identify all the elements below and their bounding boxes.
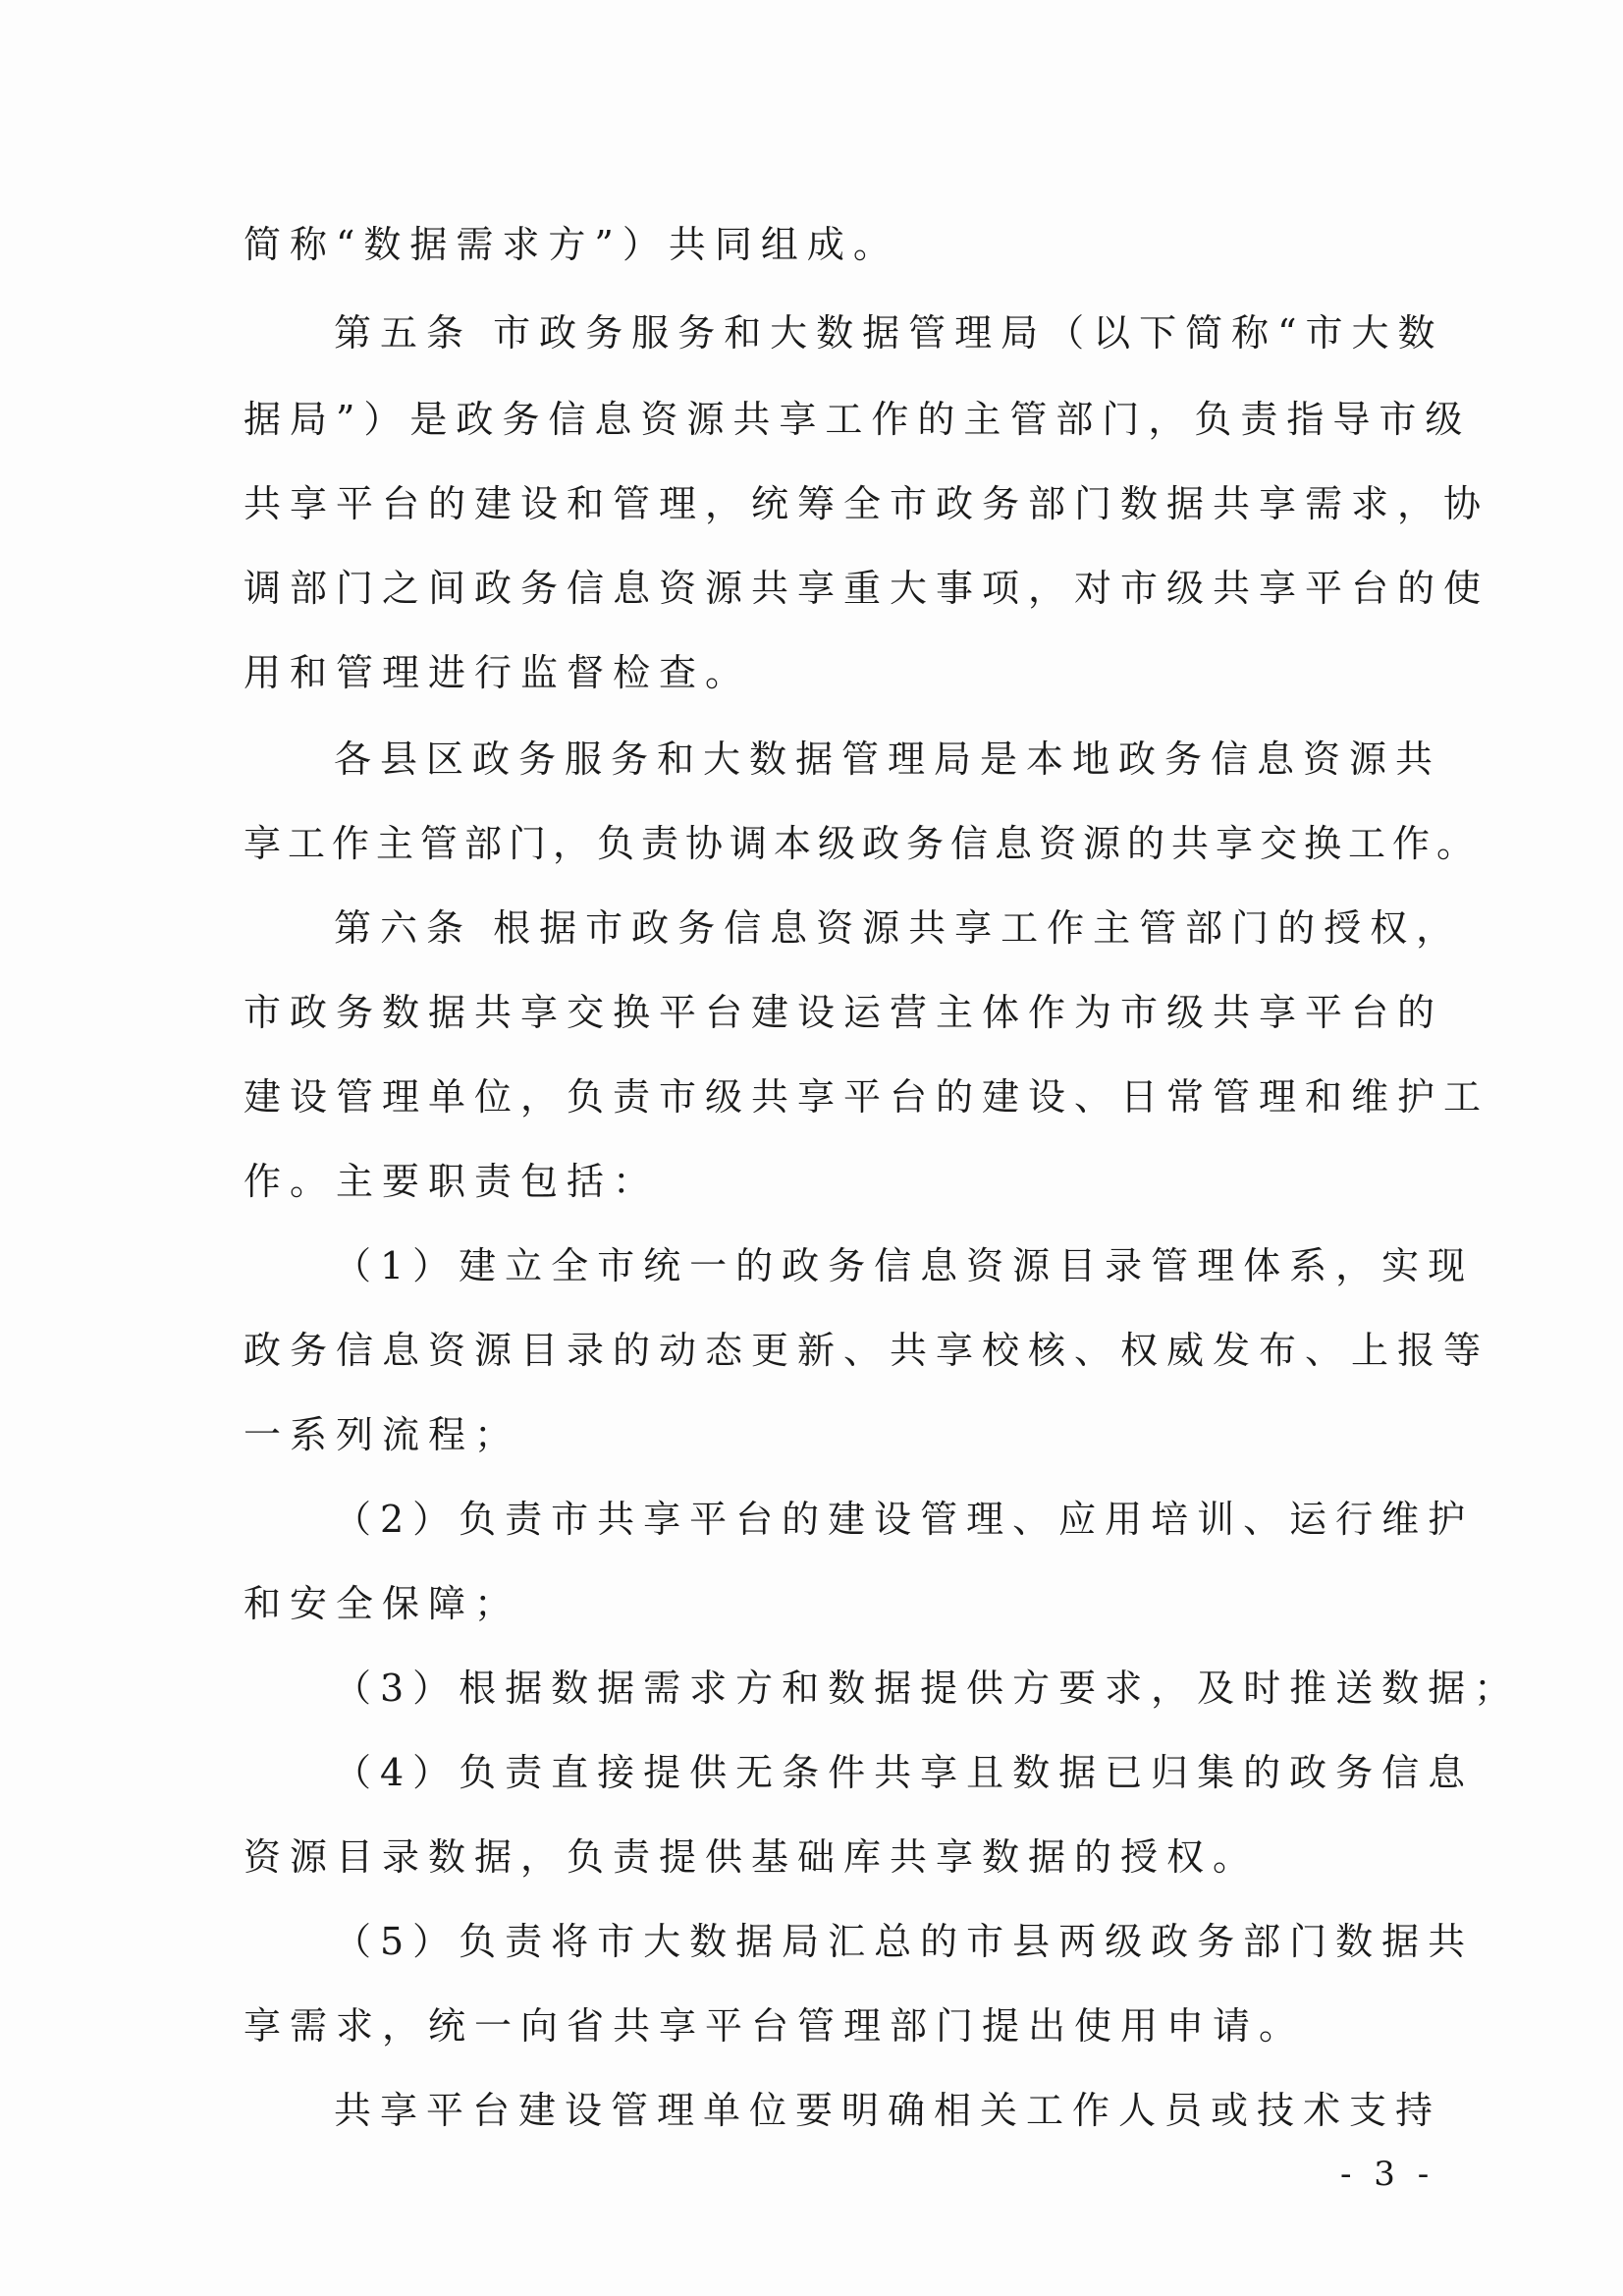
body-line-22: 享需求，统一向省共享平台管理部门提出使用申请。 — [243, 2004, 1306, 2048]
body-line-5: 调部门之间政务信息资源共享重大事项，对市级共享平台的使 — [243, 567, 1490, 610]
body-line-9: 第六条 根据市政务信息资源共享工作主管部门的授权， — [334, 906, 1463, 950]
body-line-23: 共享平台建设管理单位要明确相关工作人员或技术支持 — [334, 2089, 1442, 2132]
page-number: - 3 - — [1340, 2155, 1435, 2194]
body-line-14: 政务信息资源目录的动态更新、共享校核、权威发布、上报等 — [243, 1329, 1490, 1372]
body-line-7: 各县区政务服务和大数据管理局是本地政务信息资源共 — [334, 738, 1442, 781]
body-line-6: 用和管理进行监督检查。 — [243, 651, 752, 694]
body-line-20: 资源目录数据，负责提供基础库共享数据的授权。 — [243, 1835, 1260, 1879]
body-line-21: （5）负责将市大数据局汇总的市县两级政务部门数据共 — [334, 1920, 1475, 1963]
body-line-1: 简称“数据需求方”）共同组成。 — [243, 223, 899, 266]
body-line-18: （3）根据数据需求方和数据提供方要求，及时推送数据； — [334, 1667, 1521, 1710]
body-line-19: （4）负责直接提供无条件共享且数据已归集的政务信息 — [334, 1751, 1475, 1794]
body-line-11: 建设管理单位，负责市级共享平台的建设、日常管理和维护工 — [243, 1075, 1490, 1119]
body-line-2: 第五条 市政务服务和大数据管理局（以下简称“市大数 — [334, 311, 1444, 355]
body-line-10: 市政务数据共享交换平台建设运营主体作为市级共享平台的 — [243, 991, 1444, 1034]
body-line-17: 和安全保障； — [243, 1582, 521, 1625]
body-line-13: （1）建立全市统一的政务信息资源目录管理体系，实现 — [334, 1244, 1475, 1287]
body-line-15: 一系列流程； — [243, 1413, 521, 1456]
body-line-12: 作。主要职责包括： — [243, 1160, 660, 1203]
body-line-3: 据局”）是政务信息资源共享工作的主管部门，负责指导市级 — [243, 398, 1472, 441]
body-line-8: 享工作主管部门，负责协调本级政务信息资源的共享交换工作。 — [243, 822, 1482, 865]
body-line-4: 共享平台的建设和管理，统筹全市政务部门数据共享需求，协 — [243, 482, 1490, 525]
body-line-16: （2）负责市共享平台的建设管理、应用培训、运行维护 — [334, 1498, 1475, 1541]
